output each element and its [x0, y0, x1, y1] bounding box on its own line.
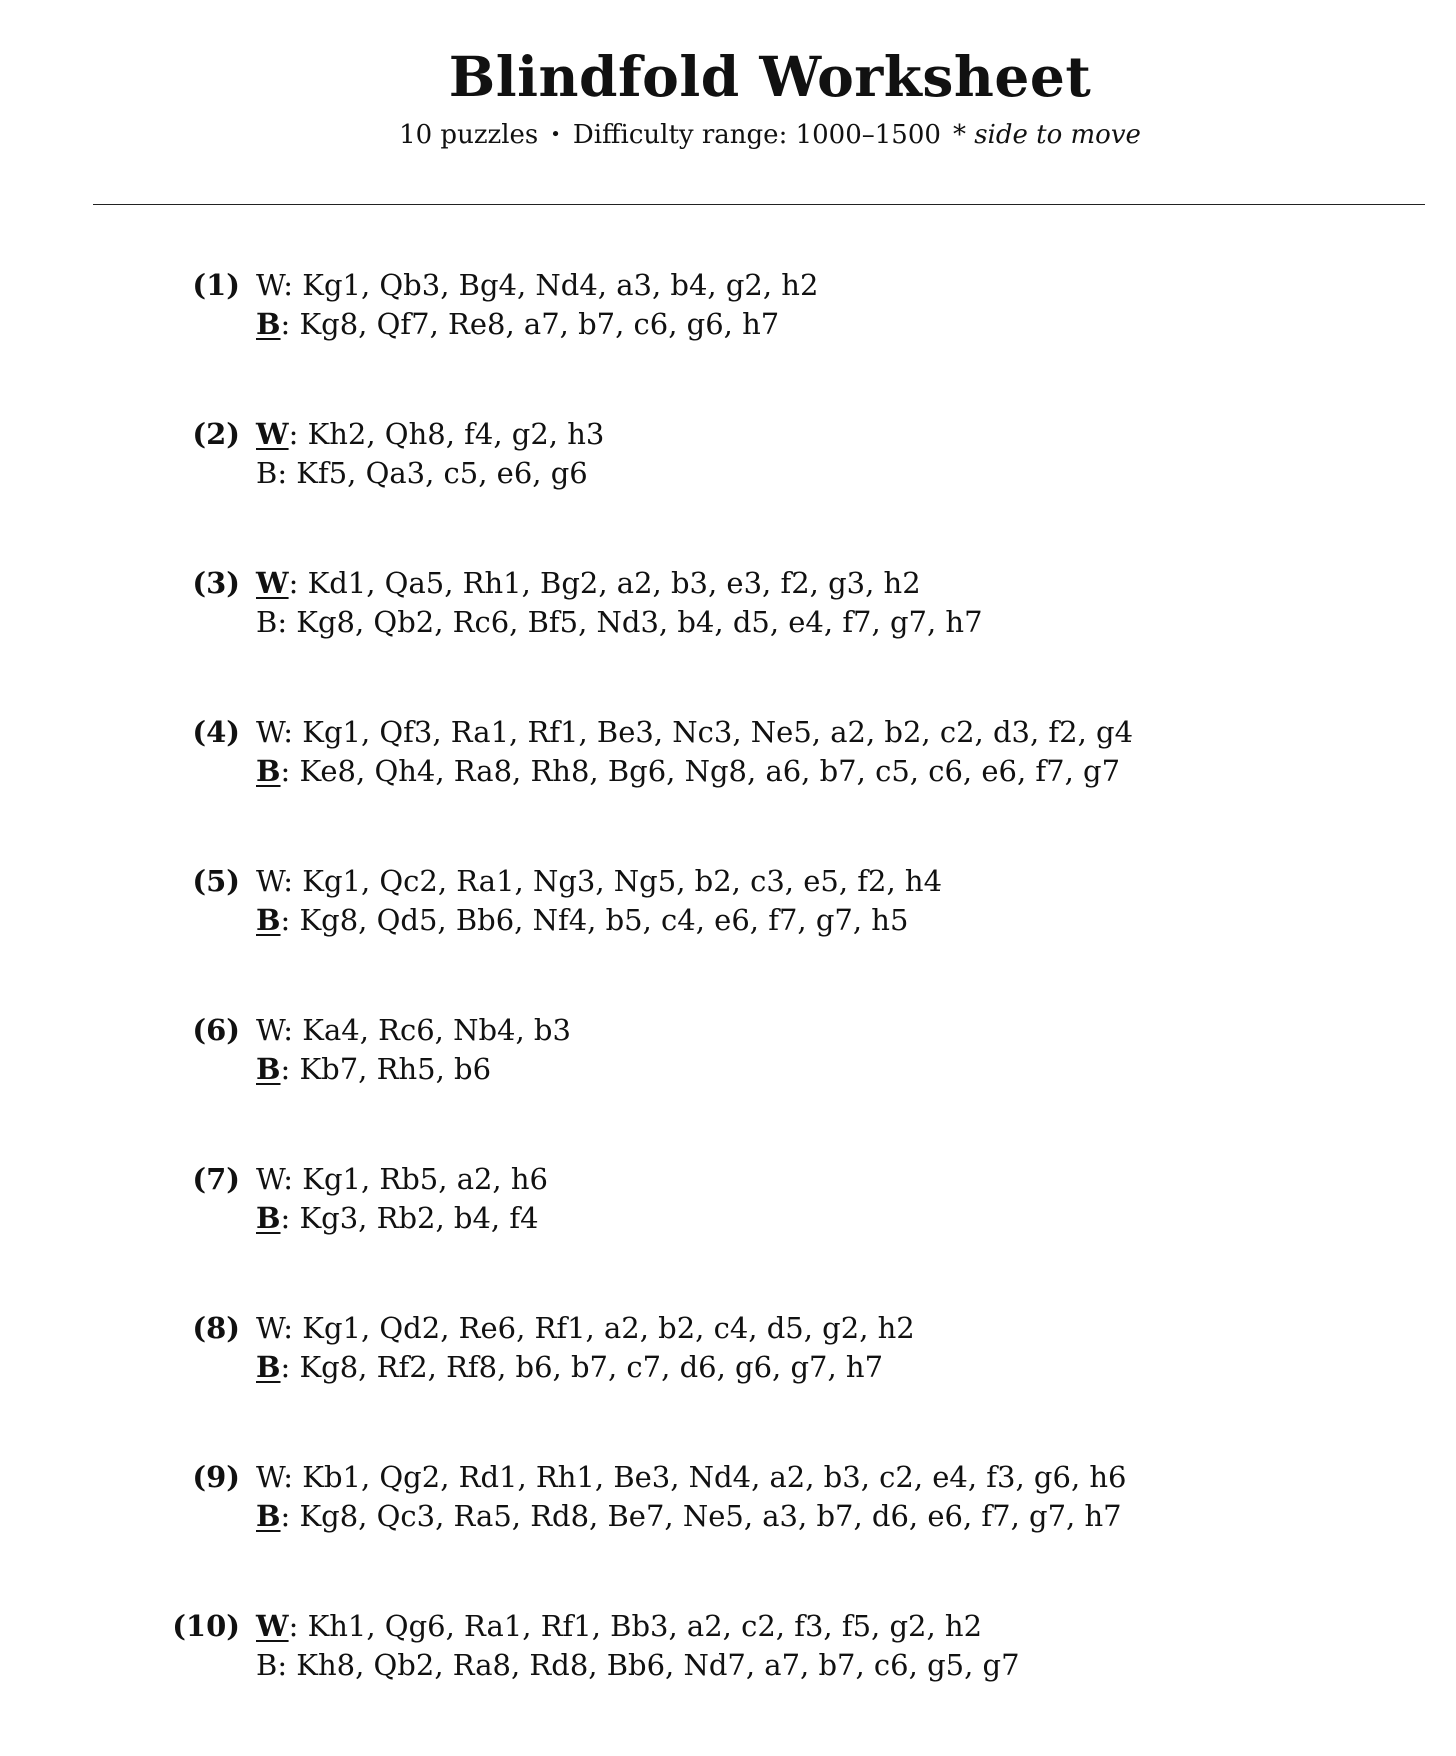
puzzle-item: [0, 1458, 1456, 1607]
black-side-label: B: [256, 307, 281, 341]
black-pieces-list: : Ke8, Qh4, Ra8, Rh8, Bg6, Ng8, a6, b7, c5, c6, e6, f7, g7: [280, 754, 1121, 788]
puzzle-number: (8): [192, 1311, 240, 1345]
black-side-label: B: [256, 1052, 281, 1086]
white-pieces-list: : Kb1, Qg2, Rd1, Rh1, Be3, Nd4, a2, b3, c2, e4, f3, g6, h6: [283, 1460, 1127, 1494]
white-pieces-list: : Kd1, Qa5, Rh1, Bg2, a2, b3, e3, f2, g3, h2: [288, 566, 921, 600]
puzzle-list: [0, 266, 1456, 1756]
white-pieces-list: : Ka4, Rc6, Nb4, b3: [283, 1013, 571, 1047]
puzzle-item: [0, 564, 1456, 713]
black-pieces: [256, 1497, 1122, 1536]
puzzle-item: [0, 415, 1456, 564]
puzzle-item: [0, 713, 1456, 862]
puzzle-item: [0, 1607, 1456, 1756]
black-side-label: B: [256, 605, 278, 639]
puzzle-number: (4): [192, 715, 240, 749]
white-side-label: W: [256, 1162, 284, 1196]
black-side-label: B: [256, 456, 278, 490]
puzzle-item: [0, 266, 1456, 415]
white-pieces-list: : Kh2, Qh8, f4, g2, h3: [288, 417, 605, 451]
white-pieces-list: : Kg1, Qf3, Ra1, Rf1, Be3, Nc3, Ne5, a2, b2, c2, d3, f2, g4: [283, 715, 1134, 749]
white-side-label: W: [256, 715, 284, 749]
puzzle-item: [0, 1011, 1456, 1160]
black-pieces-list: : Kg8, Qd5, Bb6, Nf4, b5, c4, e6, f7, g7, h5: [280, 903, 909, 937]
white-pieces: [256, 1458, 1127, 1497]
black-pieces-list: : Kb7, Rh5, b6: [280, 1052, 492, 1086]
black-pieces: [256, 454, 588, 493]
black-pieces-list: : Kf5, Qa3, c5, e6, g6: [277, 456, 588, 490]
side-to-move-note: * side to move: [952, 120, 1141, 150]
black-pieces: [256, 603, 983, 642]
black-side-label: B: [256, 754, 281, 788]
puzzle-number: (3): [192, 566, 240, 600]
white-side-label: W: [256, 566, 289, 600]
black-pieces-list: : Kg3, Rb2, b4, f4: [280, 1201, 539, 1235]
black-side-label: B: [256, 1201, 281, 1235]
header-divider: [93, 204, 1425, 205]
black-pieces-list: : Kg8, Qc3, Ra5, Rd8, Be7, Ne5, a3, b7, d6, e6, f7, g7, h7: [280, 1499, 1122, 1533]
black-side-label: B: [256, 1499, 281, 1533]
puzzle-item: [0, 862, 1456, 1011]
white-pieces-list: : Kg1, Qd2, Re6, Rf1, a2, b2, c4, d5, g2, h2: [283, 1311, 915, 1345]
black-pieces: [256, 305, 779, 344]
white-pieces-list: : Kg1, Qc2, Ra1, Ng3, Ng5, b2, c3, e5, f2, h4: [283, 864, 943, 898]
white-pieces: [256, 1160, 548, 1199]
white-pieces: [256, 713, 1133, 752]
puzzle-number: (7): [192, 1162, 240, 1196]
bullet-separator: •: [550, 124, 561, 145]
white-pieces: [256, 1607, 982, 1646]
black-pieces-list: : Kh8, Qb2, Ra8, Rd8, Bb6, Nd7, a7, b7, c6, g5, g7: [277, 1648, 1020, 1682]
puzzle-number: (10): [172, 1609, 240, 1643]
puzzle-item: [0, 1309, 1456, 1458]
white-side-label: W: [256, 1609, 289, 1643]
white-pieces-list: : Kg1, Qb3, Bg4, Nd4, a3, b4, g2, h2: [283, 268, 819, 302]
puzzle-count: 10 puzzles: [399, 120, 539, 150]
white-side-label: W: [256, 268, 284, 302]
white-side-label: W: [256, 417, 289, 451]
white-pieces: [256, 415, 604, 454]
white-pieces: [256, 1309, 915, 1348]
white-pieces: [256, 862, 942, 901]
black-pieces: [256, 901, 908, 940]
black-pieces-list: : Kg8, Qb2, Rc6, Bf5, Nd3, b4, d5, e4, f7, g7, h7: [277, 605, 983, 639]
white-pieces: [256, 1011, 571, 1050]
white-pieces: [256, 564, 921, 603]
white-pieces-list: : Kh1, Qg6, Ra1, Rf1, Bb3, a2, c2, f3, f5, g2, h2: [288, 1609, 983, 1643]
puzzle-number: (2): [192, 417, 240, 451]
white-side-label: W: [256, 864, 284, 898]
puzzle-number: (1): [192, 268, 240, 302]
black-side-label: B: [256, 903, 281, 937]
white-side-label: W: [256, 1311, 284, 1345]
white-side-label: W: [256, 1013, 284, 1047]
difficulty-range: Difficulty range: 1000–1500: [572, 120, 941, 150]
black-side-label: B: [256, 1350, 281, 1384]
white-side-label: W: [256, 1460, 284, 1494]
page-title: Blindfold Worksheet: [448, 44, 1092, 109]
subtitle: [0, 120, 1456, 150]
puzzle-number: (5): [192, 864, 240, 898]
black-pieces-list: : Kg8, Qf7, Re8, a7, b7, c6, g6, h7: [280, 307, 780, 341]
black-pieces: [256, 1348, 883, 1387]
black-pieces: [256, 1646, 1020, 1685]
white-pieces: [256, 266, 818, 305]
black-pieces: [256, 752, 1120, 791]
white-pieces-list: : Kg1, Rb5, a2, h6: [283, 1162, 548, 1196]
puzzle-number: (9): [192, 1460, 240, 1494]
black-pieces-list: : Kg8, Rf2, Rf8, b6, b7, c7, d6, g6, g7, h7: [280, 1350, 884, 1384]
black-pieces: [256, 1050, 491, 1089]
black-pieces: [256, 1199, 539, 1238]
puzzle-item: [0, 1160, 1456, 1309]
puzzle-number: (6): [192, 1013, 240, 1047]
black-side-label: B: [256, 1648, 278, 1682]
